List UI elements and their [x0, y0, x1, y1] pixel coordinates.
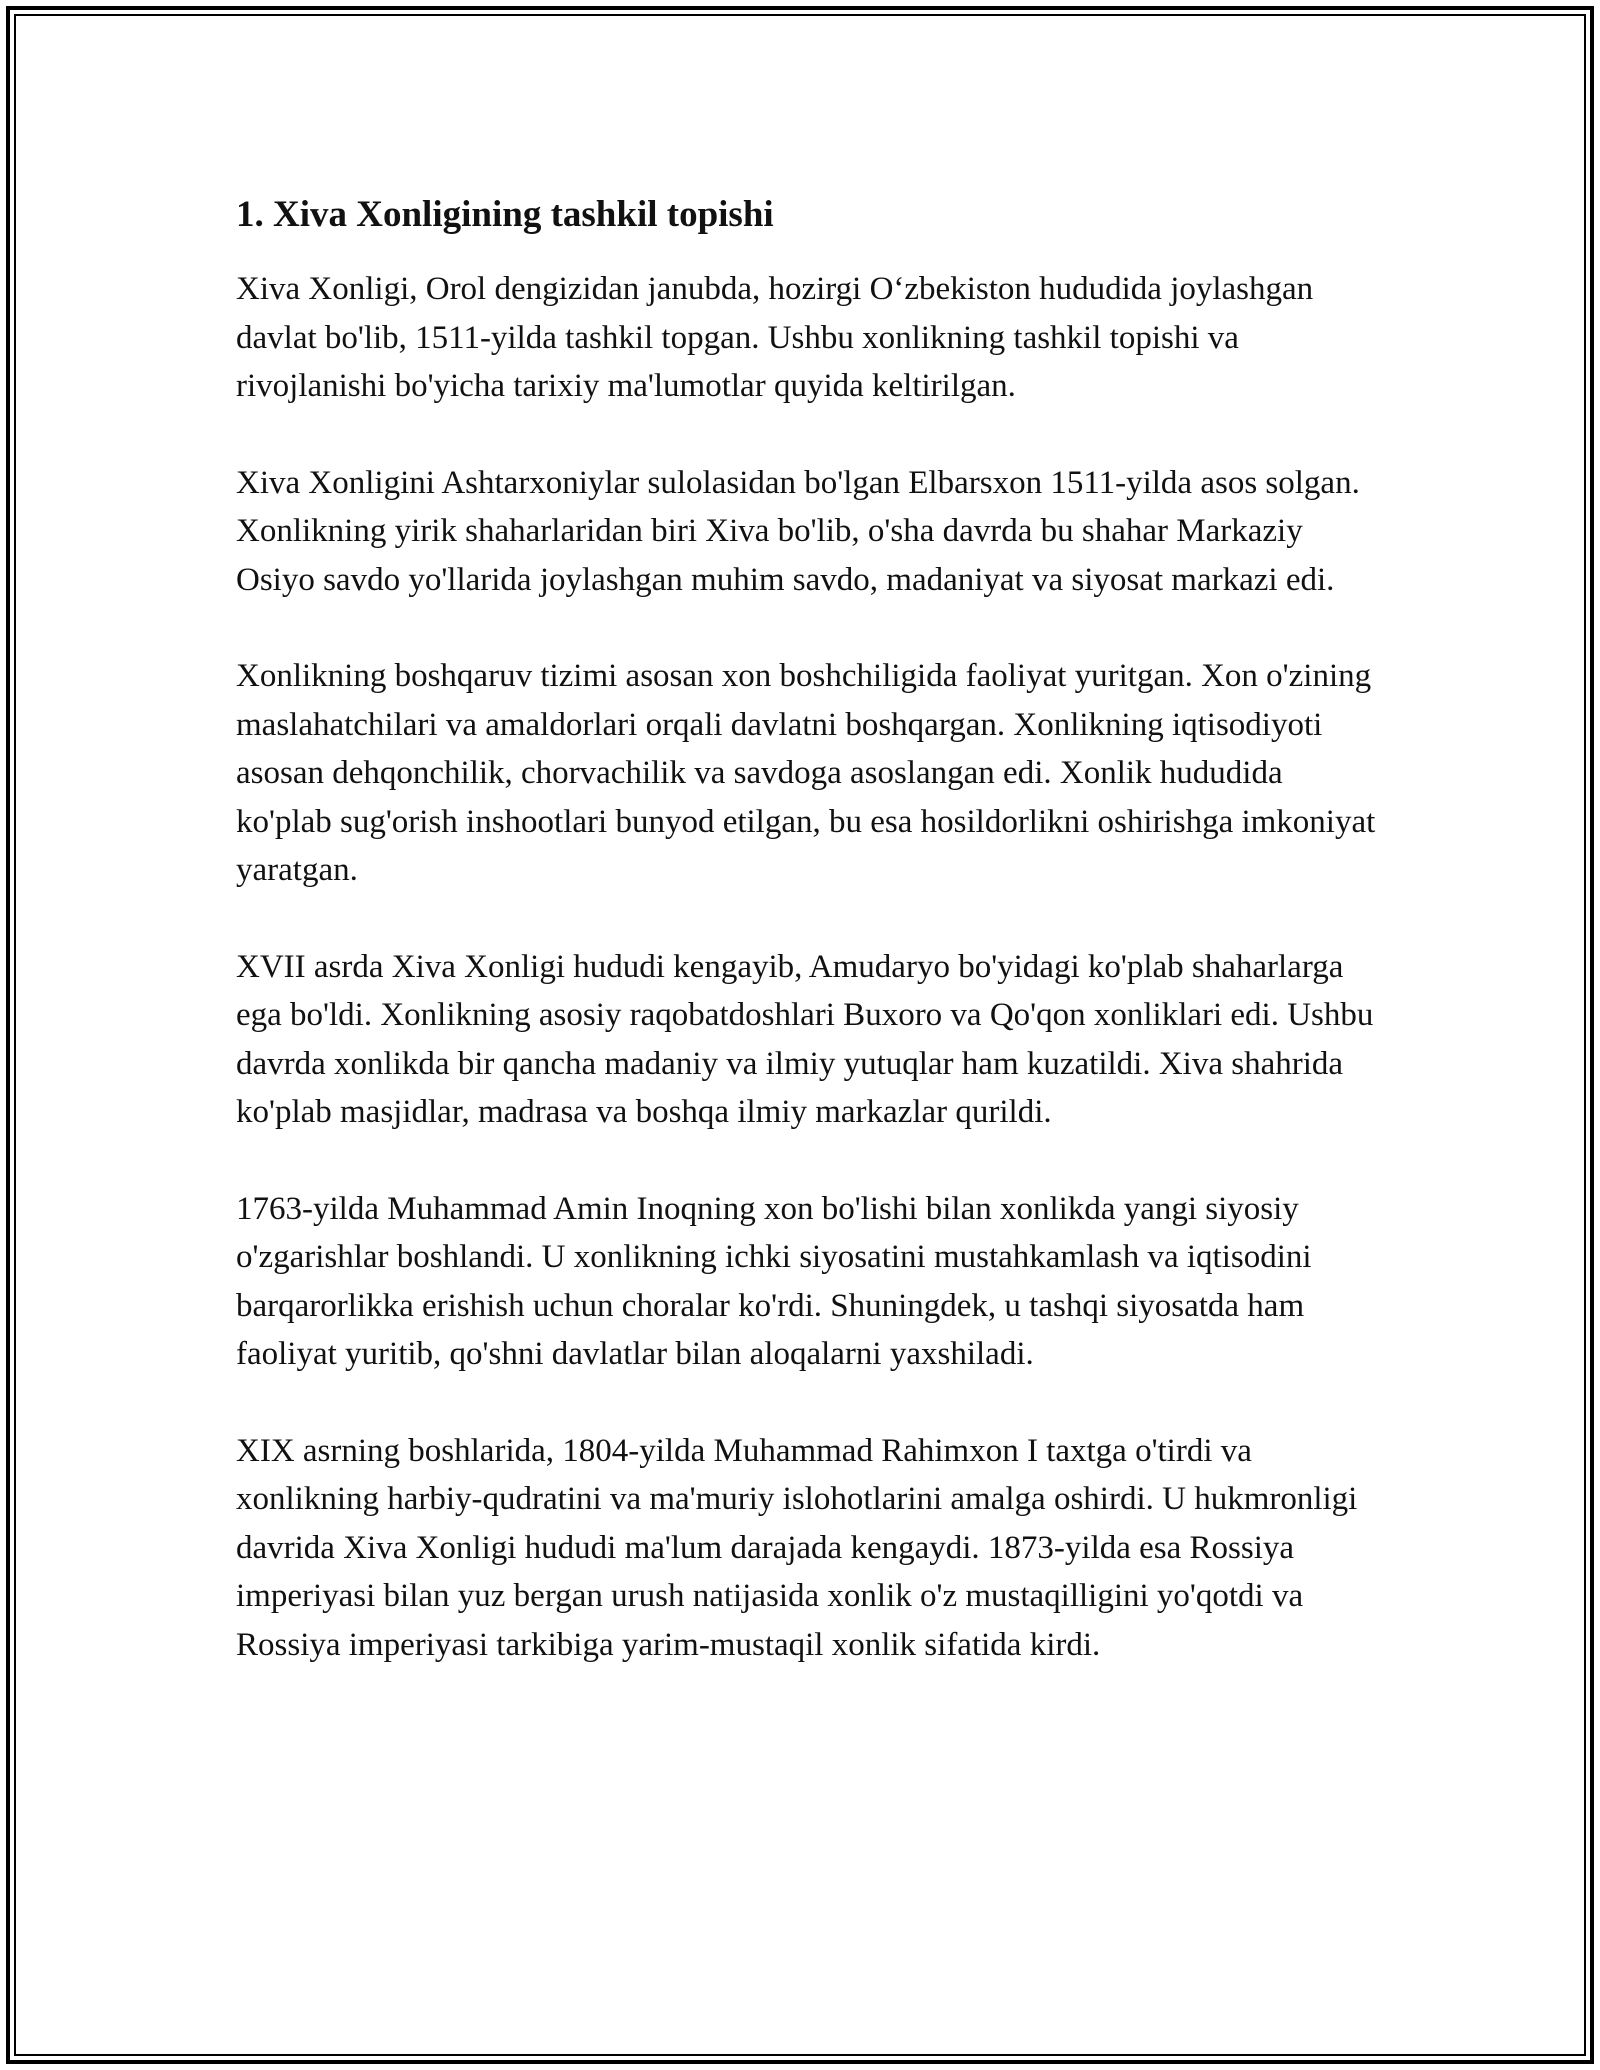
section-heading: 1. Xiva Xonligining tashkil topishi	[236, 194, 774, 235]
paragraph-4: XVII asrda Xiva Xonligi hududi kengayib, Amudaryo bo'yidagi ko'plab shaharlarga ega bo'ldi. Xonlikning asosiy raqobatdoshlari Buxoro va Qo'qon xonliklari edi. Ushbu davrda xonlikda bir qancha madaniy va ilmiy yutuqlar ham kuzatildi. Xiva shahrida ko'plab masjidlar, madrasa va boshqa ilmiy markazlar qurildi.	[236, 948, 1374, 1130]
document-body	[236, 185, 1376, 1717]
paragraph-3: Xonlikning boshqaruv tizimi asosan xon boshchiligida faoliyat yuritgan. Xon o'zining maslahatchilari va amaldorlari orqali davlatni boshqargan. Xonlikning iqtisodiyoti asosan dehqonchilik, chorvachilik va savdoga asoslangan edi. Xonlik hududida ko'plab sug'orish inshootlari bunyod etilgan, bu esa hosildorlikni oshirishga imkoniyat yaratgan.	[236, 658, 1376, 888]
paragraph-5: 1763-yilda Muhammad Amin Inoqning xon bo'lishi bilan xonlikda yangi siyosiy o'zgarishlar boshlandi. U xonlikning ichki siyosatini mustahkamlash va iqtisodini barqarorlikka erishish uchun choralar ko'rdi. Shuningdek, u tashqi siyosatda ham faoliyat yuritib, qo'shni davlatlar bilan aloqalarni yaxshiladi.	[236, 1190, 1312, 1372]
paragraph-2: Xiva Xonligini Ashtarxoniylar sulolasidan bo'lgan Elbarsxon 1511-yilda asos solgan. Xonlikning yirik shaharlaridan biri Xiva bo'lib, o'sha davrda bu shahar Markaziy Osiyo savdo yo'llarida joylashgan muhim savdo, madaniyat va siyosat markazi edi.	[236, 464, 1360, 598]
paragraph-6: XIX asrning boshlarida, 1804-yilda Muhammad Rahimxon I taxtga o'tirdi va xonlikning harbiy-qudratini va ma'muriy islohotlarini amalga oshirdi. U hukmronligi davrida Xiva Xonligi hududi ma'lum darajada kengaydi. 1873-yilda esa Rossiya imperiyasi bilan yuz bergan urush natijasida xonlik o'z mustaqilligini yo'qotdi va Rossiya imperiyasi tarkibiga yarim-mustaqil xonlik sifatida kirdi.	[236, 1432, 1358, 1663]
paragraph-1: Xiva Xonligi, Orol dengizidan janubda, hozirgi O‘zbekiston hududida joylashgan davlat bo'lib, 1511-yilda tashkil topgan. Ushbu xonlikning tashkil topishi va rivojlanishi bo'yicha tarixiy ma'lumotlar quyida keltirilgan.	[236, 271, 1314, 404]
